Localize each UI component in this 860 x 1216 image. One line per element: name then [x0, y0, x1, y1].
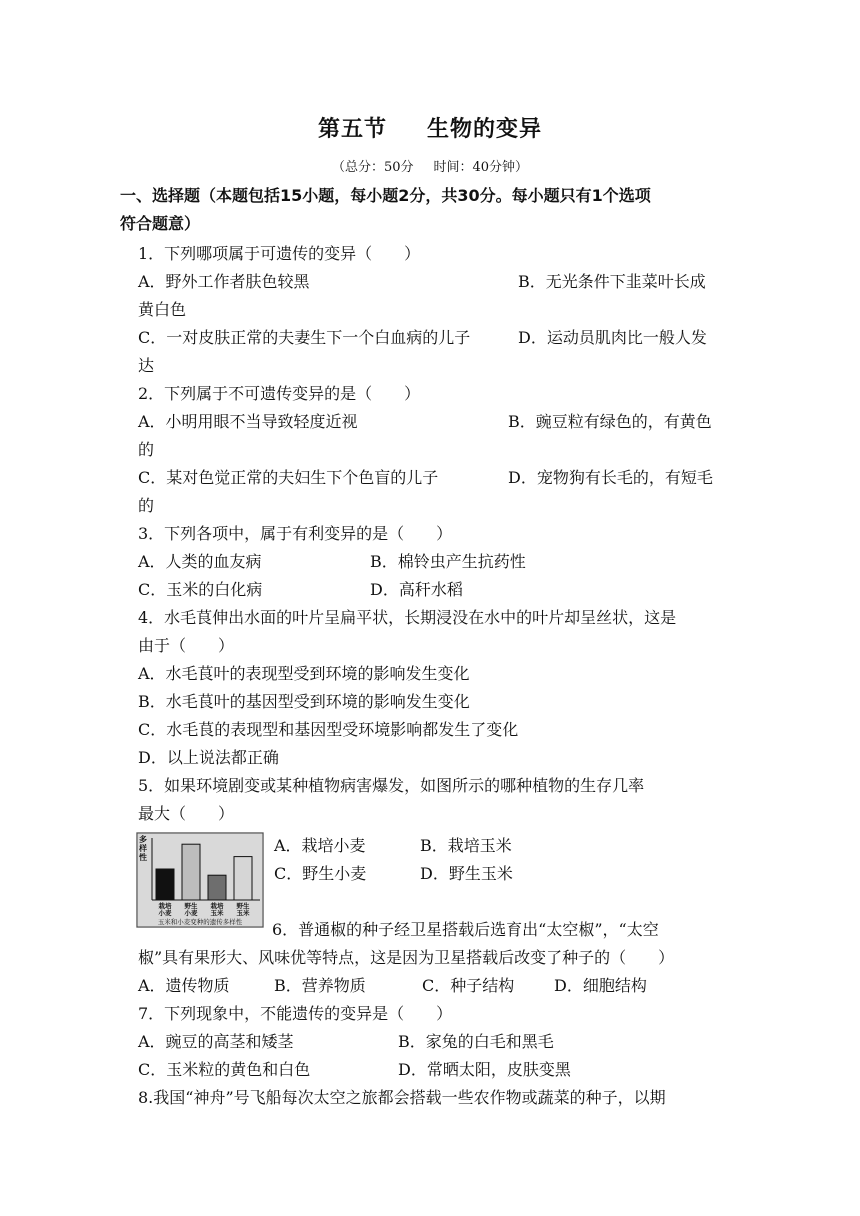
bar-2 [182, 844, 200, 900]
option-d: D．常晒太阳，皮肤变黑 [398, 1060, 571, 1079]
question-6-stem-line-1: 6．普通椒的种子经卫星搭载后选育出“太空椒”，“太空 [272, 920, 659, 939]
question-5-stem-line-1: 5．如果环境剧变或某种植物病害爆发，如图所示的哪种植物的生存几率 [138, 776, 645, 795]
option-b: B．营养物质 [274, 976, 366, 995]
genetic-diversity-bar-chart [136, 832, 264, 928]
exam-info [0, 156, 860, 175]
question-5-options-row-2 [274, 860, 574, 888]
question-4-option-d: D．以上说法都正确 [138, 748, 279, 767]
page-title [0, 112, 860, 143]
question-1-options-row-1 [138, 268, 738, 296]
option-a: A．栽培小麦 [274, 836, 366, 855]
chart-ylabel-char-3: 性 [139, 852, 147, 862]
question-4-option-b: B．水毛茛叶的基因型受到环境的影响发生变化 [138, 692, 470, 711]
option-b-continued: 的 [138, 440, 155, 459]
chart-ylabel-char-2: 样 [139, 843, 147, 853]
section-heading-line-2: 符合题意） [120, 214, 201, 233]
option-a: A．小明用眼不当导致轻度近视 [138, 412, 358, 431]
option-c: C．玉米粒的黄色和白色 [138, 1060, 311, 1079]
question-8-stem: 8.我国“神舟”号飞船每次太空之旅都会搭载一些农作物或蔬菜的种子，以期 [138, 1088, 666, 1107]
option-b: B．无光条件下韭菜叶长成 [518, 272, 706, 291]
question-2-stem: 2．下列属于不可遗传变异的是（ ） [138, 384, 421, 403]
question-1-options-row-4 [138, 352, 738, 380]
bar-4 [234, 857, 252, 900]
question-2-options-row-3 [138, 464, 738, 492]
option-d-continued: 的 [138, 496, 155, 515]
option-d: D．运动员肌肉比一般人发 [518, 328, 707, 347]
option-c: C．种子结构 [422, 976, 515, 995]
question-7-options-row-2 [138, 1056, 738, 1084]
category-label-2-line-2: 小麦 [184, 909, 198, 917]
question-6-stem-line-2: 椒”具有果形大、风味优等特点，这是因为卫星搭载后改变了种子的（ ） [138, 948, 675, 967]
question-4-stem-line-2: 由于（ ） [138, 636, 235, 655]
question-5-stem-line-2: 最大（ ） [138, 804, 235, 823]
question-4-stem-line-1: 4．水毛茛伸出水面的叶片呈扁平状，长期浸没在水中的叶片却呈丝状，这是 [138, 608, 677, 627]
category-label-3-line-2: 玉米 [210, 909, 224, 917]
option-d: D．高秆水稻 [370, 580, 463, 599]
question-2-options-row-4 [138, 492, 738, 520]
bar-1 [156, 869, 174, 900]
option-c: C．野生小麦 [274, 864, 367, 883]
option-c: C．一对皮肤正常的夫妻生下一个白血病的儿子 [138, 328, 471, 347]
question-3-options-row-1 [138, 548, 738, 576]
option-b: B．家兔的白毛和黑毛 [398, 1032, 554, 1051]
option-d: D．野生玉米 [420, 864, 513, 883]
option-b-continued: 黄白色 [138, 300, 187, 319]
category-label-4-line-1: 野生 [236, 902, 250, 910]
option-d: D．细胞结构 [554, 976, 647, 995]
question-1-stem: 1．下列哪项属于可遗传的变异（ ） [138, 244, 421, 263]
question-3-stem: 3．下列各项中，属于有利变异的是（ ） [138, 524, 453, 543]
question-3-options-row-2 [138, 576, 738, 604]
question-1-options-row-2 [138, 296, 738, 324]
question-2-options-row-1 [138, 408, 738, 436]
total-score: （总分：50分 [331, 160, 414, 175]
question-5-options-row-1 [274, 832, 574, 860]
option-c: C．玉米的白化病 [138, 580, 263, 599]
chart-caption: 玉米和小麦变种的遗传多样性 [157, 918, 243, 926]
question-2-options-row-2 [138, 436, 738, 464]
section-heading [120, 182, 735, 238]
question-4-option-c: C．水毛茛的表现型和基因型受环境影响都发生了变化 [138, 720, 519, 739]
question-6-options-row [138, 972, 738, 1000]
title-topic: 生物的变异 [427, 117, 543, 142]
category-label-4-line-2: 玉米 [236, 909, 250, 917]
option-c: C．某对色觉正常的夫妇生下个色盲的儿子 [138, 468, 439, 487]
category-label-2-line-1: 野生 [184, 902, 198, 910]
option-a: A．人类的血友病 [138, 552, 262, 571]
chart-ylabel-char-1: 多 [139, 834, 147, 844]
option-a: A．野外工作者肤色较黑 [138, 272, 310, 291]
section-heading-line-1: 一、选择题（本题包括15小题，每小题2分，共30分。每小题只有1个选项 [120, 186, 651, 205]
bar-3 [208, 875, 226, 900]
time-limit: 时间：40分钟） [433, 160, 529, 175]
question-4-option-a: A．水毛茛叶的表现型受到环境的影响发生变化 [138, 664, 470, 683]
category-label-3-line-1: 栽培 [210, 902, 224, 910]
option-b: B．棉铃虫产生抗药性 [370, 552, 526, 571]
category-label-1-line-1: 栽培 [158, 902, 172, 910]
question-7-options-row-1 [138, 1028, 738, 1056]
option-b: B．栽培玉米 [420, 836, 512, 855]
question-7-stem: 7．下列现象中，不能遗传的变异是（ ） [138, 1004, 453, 1023]
option-a: A．遗传物质 [138, 976, 230, 995]
title-section-number: 第五节 [317, 117, 387, 142]
option-a: A．豌豆的高茎和矮茎 [138, 1032, 294, 1051]
option-b: B．豌豆粒有绿色的，有黄色 [508, 412, 712, 431]
question-1-options-row-3 [138, 324, 738, 352]
option-d: D．宠物狗有长毛的，有短毛 [508, 468, 713, 487]
option-d-continued: 达 [138, 356, 155, 375]
category-label-1-line-2: 小麦 [158, 909, 172, 917]
